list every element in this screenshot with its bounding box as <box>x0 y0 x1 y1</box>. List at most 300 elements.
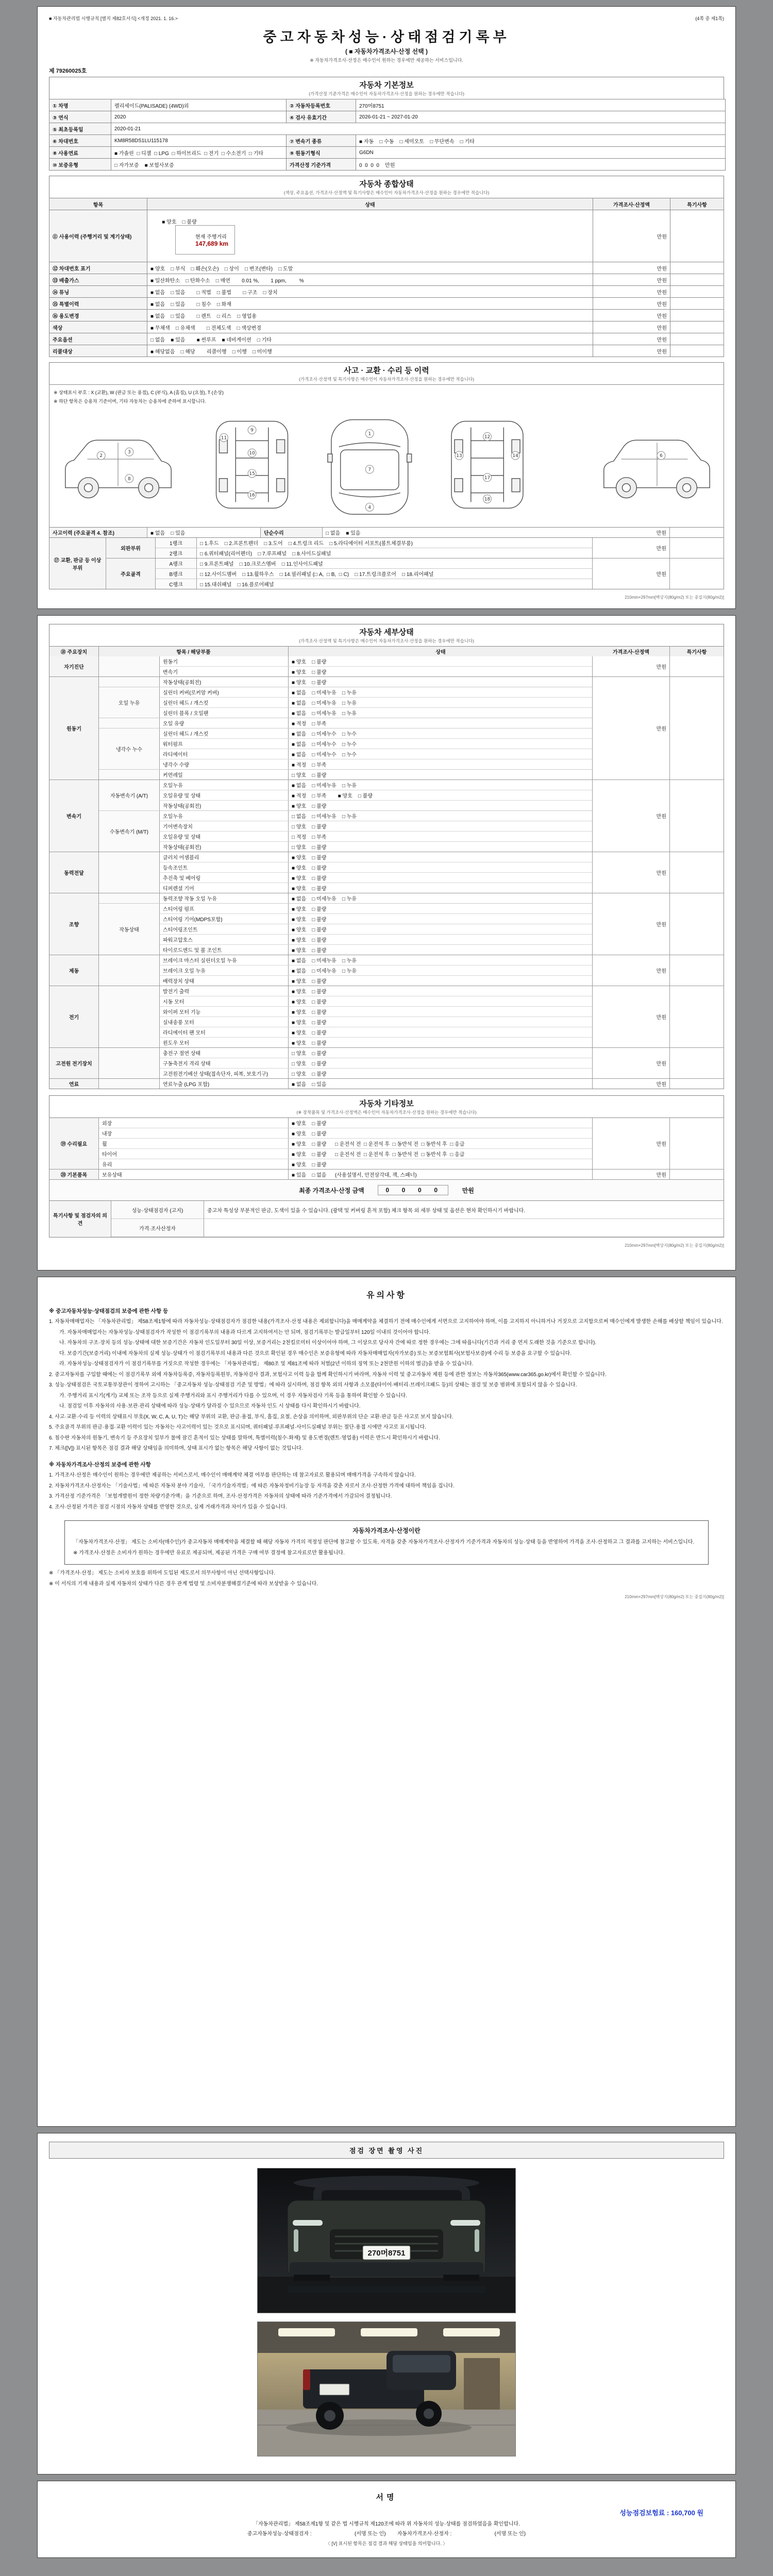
device-amount: 만원 <box>593 1079 670 1089</box>
vehicle-name-value: 펠리세이드(PALISADE) (4WD)외 <box>111 99 287 111</box>
subgroup-items <box>160 770 592 779</box>
notice-foot-lines <box>49 1569 724 1589</box>
svg-text:10: 10 <box>249 451 255 456</box>
device-amount: 만원 <box>593 677 670 779</box>
check-item-label: 라디에이터 <box>160 749 289 759</box>
etc-device-group <box>49 1118 724 1170</box>
col-note: 특기사항 <box>670 198 724 210</box>
check-item-label: 윈도우 모터 <box>160 1038 289 1047</box>
device-subgroups <box>99 852 593 893</box>
car-side-left-view <box>65 440 171 498</box>
row-amount: 만원 <box>593 262 670 274</box>
check-item-row <box>160 1027 592 1038</box>
check-item-row <box>160 1007 592 1017</box>
subgroup-row <box>99 986 592 1047</box>
check-item-row <box>160 914 592 924</box>
car-type-legend: ※ 하단 항목은 승용차 기준이며, 기타 자동차는 승용차에 준하여 표시합니다. <box>54 399 206 404</box>
check-item-state: □ 양호 □ 불량 <box>292 1051 327 1057</box>
basic-info-subtitle: (가격산정 기준가격은 매수인이 자동차가격조사·산정을 원하는 경우에만 적습니다) <box>309 91 464 96</box>
panel-group-name: 외판부위 <box>106 538 156 558</box>
subgroup-label <box>99 986 160 1047</box>
subgroup-row <box>99 1048 592 1078</box>
check-item-label: 작동상태(공회전) <box>160 801 289 810</box>
row-note <box>670 310 724 321</box>
svg-text:7: 7 <box>368 467 372 472</box>
svg-text:11: 11 <box>221 435 227 441</box>
opinion-rows <box>111 1201 724 1237</box>
signature-statement: 「자동차관리법」 제58조제1항 및 같은 법 시행규칙 제120조에 따라 위 자동차의 성능·상태를 점검하였음을 확인합니다. <box>253 2521 520 2527</box>
device-note <box>670 677 724 779</box>
notice-title: 유의사항 <box>366 1291 407 1300</box>
check-item-row <box>160 852 592 862</box>
panel-rank-label: 2랭크 <box>156 548 197 558</box>
sheet-photos <box>37 2133 736 2475</box>
accident-note <box>670 528 724 537</box>
final-price-unit: 만원 <box>462 1187 474 1194</box>
check-item-row <box>160 718 592 728</box>
device-subgroups <box>99 677 593 779</box>
check-item-state: ■ 양호 □ 불량 <box>292 938 327 943</box>
subgroup-label <box>99 1079 160 1089</box>
subgroup-items <box>160 677 592 687</box>
check-item-state: ■ 양호 □ 불량 <box>292 680 327 686</box>
etc-check-item-row <box>99 1159 592 1169</box>
check-item-row <box>160 945 592 955</box>
document-title: 중고자동차성능·상태점검기록부 <box>263 29 510 45</box>
row-note <box>670 286 724 298</box>
table-row <box>49 286 724 298</box>
notice-paragraph: ※ 중고자동차성능·상태점검의 보증에 관한 사항 등 <box>49 1308 169 1314</box>
row-amount: 만원 <box>593 298 670 310</box>
check-item-row <box>160 749 592 759</box>
exchange-panel-label: ⑰ 교환, 판금 등 이상 부위 <box>49 538 106 589</box>
etc-check-item-row <box>99 1128 592 1139</box>
row-amount: 만원 <box>593 274 670 286</box>
etc-device-subgroups <box>99 1118 593 1169</box>
photos-section-title: 점검 장면 촬영 사진 <box>49 2142 724 2159</box>
device-subgroups <box>99 1079 593 1089</box>
device-subgroups <box>99 1048 593 1078</box>
check-item-row <box>160 924 592 935</box>
accident-amount: 만원 <box>593 528 670 537</box>
col-amount: 가격조사·산정액 <box>593 198 670 210</box>
check-item-state: ■ 없음 □ 미세누수 □ 누수 <box>292 742 357 748</box>
panel-rank-items: □ 1.후드 □ 2.프론트펜더 □ 3.도어 □ 4.트렁크 리드 □ 5.라디에이터 서포트(볼트체결부품) <box>200 541 413 547</box>
device-name: 전기 <box>49 986 99 1047</box>
col-state: 상태 <box>147 198 593 210</box>
check-item-state: ■ 양호 □ 불량 <box>292 907 327 912</box>
check-item-label: 스티어링조인트 <box>160 924 289 934</box>
subgroup-label <box>99 1048 160 1078</box>
check-item-state: ■ 적정 □ 부족 <box>292 762 327 768</box>
notice-paragraph: 5. 주요골격 부위의 판금·용접·교환 이력이 있는 자동차는 사고이력이 있는 것으로 표시되며, 쿼터패널·루프패널·사이드실패널 부위는 절단·용접 시에만 사고로 표시됩니다. <box>49 1425 426 1431</box>
check-item-row <box>160 677 592 687</box>
warranty-type-options: □ 자가보증 ■ 보험사보증 <box>111 159 287 171</box>
check-item-state: ■ 양호 □ 불량 <box>292 1030 327 1036</box>
device-group <box>49 1048 724 1079</box>
license-plate: 270머8751 <box>367 2249 406 2258</box>
check-item-row <box>160 1079 592 1089</box>
device-group <box>49 1079 724 1089</box>
etc-device-amount: 만원 <box>593 1170 670 1179</box>
subgroup-row <box>99 770 592 779</box>
check-item-state: ■ 양호 □ 불량 <box>292 917 327 923</box>
panel-group-rows <box>156 558 593 589</box>
table-row <box>49 345 724 357</box>
notice-paragraph: 2. 자동차가격조사·산정자는 「기술사법」에 따른 자동차 분야 기술사, 「국가기술자격법」에 따른 자동차정비기능장 등 자격을 갖춘 자로서 조사·산정한 가격에 대하여 책임을 집니다. <box>49 1483 455 1489</box>
vin-label: ⑥ 차대번호 <box>49 135 111 147</box>
device-name: 자기진단 <box>49 656 99 676</box>
definition-box-paragraph: ※ 가격조사·산정은 소비자가 원하는 경우에만 유료로 제공되며, 제공된 가격은 구매 여부 결정에 참고자료로만 활용됩니다. <box>73 1550 345 1556</box>
check-item-label: 스티어링 펌프 <box>160 904 289 913</box>
etc-check-item-label: 타이어 <box>99 1149 289 1159</box>
device-amount: 만원 <box>593 780 670 852</box>
detail-table <box>49 646 724 1089</box>
insurance-fee-value: 160,700 원 <box>670 2509 703 2517</box>
device-name: 고전원 전기장치 <box>49 1048 99 1078</box>
etc-device-note <box>670 1118 724 1169</box>
panel-rank-items: □ 12.사이드멤버 □ 13.휠하우스 □ 14.필러패널 (□ A, □ B, □ C) □ 17.트렁크플로어 □ 18.리어패널 <box>200 572 434 578</box>
accident-options: ■ 없음 □ 있음 <box>147 528 261 537</box>
panel-rank-label: C랭크 <box>156 579 197 589</box>
etc-check-item-state: ■ 양호 □ 불량 <box>292 1121 327 1127</box>
opinion-author: 성능·상태점검자 (고지) <box>111 1201 204 1218</box>
check-item-label: 오일 유량 <box>160 718 289 728</box>
mileage-amount: 만원 <box>593 210 670 262</box>
row-amount: 만원 <box>593 333 670 345</box>
vehicle-name-label: ① 차명 <box>49 99 111 111</box>
current-mileage-value: 147,689 km <box>195 240 229 247</box>
check-item-state: ■ 없음 □ 미세누수 □ 누수 <box>292 752 357 758</box>
row-note <box>670 274 724 286</box>
notice-paragraph: 나. 점검일 이후 자동차의 사용·보관·관리 상태에 따라 성능·상태가 달라질 수 있으므로 자동차 인도 시 상태를 다시 확인하시기 바랍니다. <box>59 1403 361 1410</box>
subgroup-items <box>160 1048 592 1078</box>
device-note <box>670 986 724 1047</box>
notice-paragraph: 6. 침수란 자동차의 원동기, 변속기 등 주요장치 일부가 물에 잠긴 흔적이 있는 상태를 말하며, 특별이력(침수·화재) 및 용도변경(렌트·영업용) 이력은 반드시 확인하시기 바랍니다. <box>49 1435 440 1441</box>
history-subtitle: (가격조사·산정액 및 특기사항은 매수인이 자동차가격조사·산정을 원하는 경우에만 적습니다) <box>299 377 474 382</box>
device-subgroups <box>99 780 593 852</box>
check-item-label: 동력조향 작동 오일 누유 <box>160 893 289 903</box>
engine-type-label: ⑨ 원동기형식 <box>287 147 356 159</box>
check-item-state: □ 양호 □ 불량 <box>292 845 327 851</box>
mileage-state <box>147 210 593 262</box>
base-price-label: 가격산정 기준가격 <box>287 159 356 171</box>
basic-info-section-header <box>49 77 724 99</box>
check-item-label: 등속조인트 <box>160 862 289 872</box>
etc-check-item-row <box>99 1149 592 1159</box>
check-item-state: ■ 없음 □ 미세누유 □ 누유 <box>292 690 357 696</box>
check-item-state: ■ 없음 □ 미세누수 □ 누수 <box>292 732 357 737</box>
subgroup-row <box>99 852 592 893</box>
check-item-state: ■ 양호 □ 불량 <box>292 927 327 933</box>
check-item-state: ■ 양호 □ 불량 <box>292 855 327 861</box>
subgroup-label <box>99 955 160 986</box>
panel-group-note <box>670 558 724 589</box>
check-item-label: 디퍼렌셜 기어 <box>160 883 289 893</box>
overall-rows <box>49 262 724 357</box>
detail-subtitle: (가격조사·산정액 및 특기사항은 매수인이 자동차가격조사·산정을 원하는 경우에만 적습니다) <box>299 638 474 643</box>
table-row <box>49 159 726 171</box>
base-price-value: 0 0 0 0 만원 <box>356 159 726 171</box>
opinion-author: 가격·조사산정자 <box>111 1219 204 1236</box>
overall-subtitle: (색상, 주요옵션, 가격조사·산정액 및 특기사항은 매수인이 자동차가격조사·산정을 원하는 경우에만 적습니다) <box>283 190 490 195</box>
vin-value: KM8R58DS1LU115178 <box>111 135 287 147</box>
notice-paragraph: ※ 자동차가격조사·산정의 보증에 관한 사항 <box>49 1461 151 1468</box>
device-subgroups <box>99 955 593 986</box>
subgroup-row <box>99 955 592 986</box>
check-item-state: ■ 양호 □ 불량 <box>292 1020 327 1026</box>
row-amount: 만원 <box>593 321 670 333</box>
etc-device-name: ⑳ 기본품목 <box>49 1170 99 1179</box>
check-item-label: 기어변속장치 <box>160 821 289 831</box>
table-row <box>49 135 726 147</box>
check-item-row <box>160 893 592 903</box>
check-item-label: 오일유량 및 상태 <box>160 790 289 800</box>
document-number: 제 79260025호 <box>49 68 87 74</box>
etc-device-name: ⑲ 수리필요 <box>49 1118 99 1169</box>
check-item-row <box>160 667 592 676</box>
etc-check-item-label: 외장 <box>99 1118 289 1128</box>
device-amount: 만원 <box>593 986 670 1047</box>
svg-text:1: 1 <box>368 431 372 437</box>
subgroup-label <box>99 718 160 728</box>
panel-group-amount: 만원 <box>593 558 670 589</box>
check-item-label: 변속기 <box>160 667 289 676</box>
subgroup-label <box>99 677 160 687</box>
transmission-options: ■ 자동 □ 수동 □ 세미오토 □ 무단변속 □ 기타 <box>356 135 726 147</box>
subgroup-items <box>160 728 592 769</box>
check-item-row <box>160 821 592 832</box>
car-side-right-view <box>604 440 710 498</box>
warranty-type-label: ⑩ 보증유형 <box>49 159 111 171</box>
check-item-state: ■ 양호 □ 불량 <box>292 989 327 995</box>
device-group <box>49 780 724 852</box>
svg-text:13: 13 <box>456 453 462 459</box>
panel-group-rows <box>156 538 593 558</box>
check-item-state: ■ 없음 □ 미세누유 □ 누유 <box>292 783 357 789</box>
subgroup-items <box>160 904 592 955</box>
exchange-panel-groups <box>106 538 724 589</box>
definition-box-lines <box>73 1538 700 1558</box>
device-name: 제동 <box>49 955 99 986</box>
row-label: ⑮ 특별이력 <box>49 298 147 310</box>
check-item-row <box>160 1038 592 1047</box>
first-registration-value: 2020-01-21 <box>111 123 726 135</box>
table-row <box>49 298 724 310</box>
row-state-options: ■ 양호 □ 부식 □ 훼손(오손) □ 상이 □ 변조(변타) □ 도말 <box>147 262 593 274</box>
subgroup-label: 냉각수 누수 <box>99 728 160 769</box>
check-item-label: 배력장치 상태 <box>160 976 289 986</box>
etc-check-item-state: ■ 양호 □ 불량 □ 운전석 전 □ 운전석 후 □ 동반석 전 □ 동반석 후 □ 응급 <box>292 1152 465 1158</box>
svg-text:4: 4 <box>368 505 372 511</box>
check-item-label: 브레이크 마스터 실린더오일 누유 <box>160 955 289 965</box>
opinion-block <box>49 1201 724 1238</box>
opinion-row <box>111 1201 724 1219</box>
svg-text:12: 12 <box>484 434 491 440</box>
col-item: 항목 <box>49 198 147 210</box>
row-note <box>670 333 724 345</box>
check-item-state: □ 양호 □ 불량 <box>292 1072 327 1077</box>
check-item-row <box>160 873 592 883</box>
svg-text:16: 16 <box>249 493 255 498</box>
row-state-options: ■ 해당없음 □ 해당 리콜이행 □ 이행 □ 미이행 <box>147 345 593 357</box>
device-group <box>49 955 724 986</box>
etc-check-item-state: ■ 양호 □ 불량 □ 운전석 전 □ 운전석 후 □ 동반석 전 □ 동반석 후 □ 응급 <box>292 1142 465 1147</box>
notice-paragraphs <box>49 1307 724 1512</box>
panel-rank-row <box>156 569 592 579</box>
notice-paragraph: 1. 자동차매매업자는 「자동차관리법」 제58조제1항에 따라 자동차성능·상태점검자가 점검한 내용(가격조사·산정 내용은 제외합니다)을 매매계약을 체결하기 전에 매수인에게 서면으로 고지하여야 하며, 이를 고지하지 아니하거나 거짓으로 고지함으로써 매수인에게 발생한 손해를 배상할 책임이 있습니다. <box>49 1319 723 1325</box>
check-item-label: 실린더 헤드 / 개스킷 <box>160 728 289 738</box>
check-item-label: 브레이크 오일 누유 <box>160 965 289 975</box>
subgroup-row <box>99 656 592 676</box>
fuel-label: ⑧ 사용연료 <box>49 147 111 159</box>
row-state-options: ■ 일산화탄소 □ 탄화수소 □ 매연 0.01 %, 1 ppm, % <box>147 274 593 286</box>
etc-subgroup-items <box>99 1170 592 1179</box>
check-item-state: ■ 양호 □ 불량 <box>292 866 327 871</box>
definition-box-title: 자동차가격조사·산정이란 <box>352 1527 421 1535</box>
check-item-state: ■ 양호 □ 불량 <box>292 659 327 665</box>
table-row <box>49 99 726 111</box>
final-price-value: 0 0 0 0 <box>378 1185 448 1195</box>
history-block <box>49 384 724 528</box>
svg-text:6: 6 <box>660 453 663 459</box>
basic-info-title: 자동차 기본정보 <box>359 81 414 90</box>
state-code-legend: ※ 상태표시 부호 : X (교환), W (판금 또는 용접), C (부식), A (흠집), U (요철), T (손상) <box>54 390 224 395</box>
check-item-label: 클러치 어셈블리 <box>160 852 289 862</box>
svg-text:9: 9 <box>250 428 254 433</box>
check-item-state: □ 양호 □ 불량 <box>292 773 327 778</box>
first-registration-label: ⑤ 최초등록일 <box>49 123 111 135</box>
check-item-label: 시동 모터 <box>160 996 289 1006</box>
check-item-state: ■ 양호 □ 불량 <box>292 999 327 1005</box>
check-item-row <box>160 955 592 965</box>
check-item-row <box>160 770 592 779</box>
signature-title: 서명 <box>376 2493 397 2502</box>
panel-rank-label: A랭크 <box>156 558 197 568</box>
check-item-state: ■ 없음 □ 미세누유 □ 누유 <box>292 958 357 964</box>
check-mark-note: 〈 [V] 표시된 항목은 점검 결과 해당 상태임을 의미합니다. 〉 <box>325 2541 448 2546</box>
svg-text:3: 3 <box>128 450 131 455</box>
mileage-state-options: ■ 양호 □ 불량 <box>162 219 197 225</box>
check-item-state: ■ 양호 □ 불량 <box>292 804 327 809</box>
etc-device-group <box>49 1170 724 1179</box>
paper-spec: 210mm×297mm[백상지(80g/m2) 또는 중질지(80g/m2)] <box>625 595 724 600</box>
check-item-row <box>160 698 592 708</box>
check-item-row <box>160 965 592 976</box>
col-device: ⑱ 주요장치 <box>49 647 99 656</box>
subgroup-items <box>160 1079 592 1089</box>
check-item-state: ■ 적정 □ 부족 ■ 양호 □ 불량 <box>292 793 373 799</box>
check-item-label: 연료누출 (LPG 포함) <box>160 1079 289 1089</box>
mileage-note <box>670 210 724 262</box>
check-item-row <box>160 811 592 821</box>
etc-subtitle: (※ 장착품목 및 가격조사·산정액은 매수인이 자동차가격조사·산정을 원하는 경우에만 적습니다) <box>296 1110 477 1115</box>
device-note <box>670 1079 724 1089</box>
etc-device-amount: 만원 <box>593 1118 670 1169</box>
notice-paragraph: 다. 보증기간(보증거리) 이내에 자동차의 실제 성능·상태가 이 점검기록부의 내용과 다른 것으로 확인된 경우 매수인은 보증유형에 따라 자동차매매업자(자가보증) 또는 보증보험회사(보험사보증)에 수리 등 보증을 요구할 수 있습니다. <box>59 1350 572 1357</box>
check-item-state: □ 적정 □ 부족 <box>292 835 327 840</box>
table-row <box>49 333 724 345</box>
row-label: ⑯ 용도변경 <box>49 310 147 321</box>
check-item-label: 스티어링 기어(MDPS포함) <box>160 914 289 924</box>
exchange-panel-table <box>49 538 724 589</box>
row-amount: 만원 <box>593 310 670 321</box>
check-item-label: 발전기 출력 <box>160 986 289 996</box>
panel-rank-row <box>156 548 592 558</box>
notice-foot-paragraph: ※ 이 서식의 기재 내용과 실제 자동차의 상태가 다른 경우 관계 법령 및 소비자분쟁해결기준에 따라 보상받을 수 있습니다. <box>49 1581 318 1587</box>
check-item-row <box>160 739 592 749</box>
detail-title: 자동차 세부상태 <box>359 628 414 637</box>
subgroup-label: 오일 누유 <box>99 687 160 718</box>
final-price-band <box>49 1180 724 1200</box>
check-item-label: 라디에이터 팬 모터 <box>160 1027 289 1037</box>
row-amount: 만원 <box>593 286 670 298</box>
check-item-row <box>160 708 592 718</box>
paper-spec: 210mm×297mm[백상지(80g/m2) 또는 중질지(80g/m2)] <box>625 1243 724 1248</box>
subgroup-items <box>160 687 592 718</box>
etc-check-item-row <box>99 1170 592 1179</box>
subgroup-items <box>160 780 592 810</box>
reg-number-value: 270머8751 <box>356 99 726 111</box>
check-item-label: 충전구 절연 상태 <box>160 1048 289 1058</box>
col-state: 상태 <box>435 650 446 655</box>
table-row <box>49 123 726 135</box>
check-item-state: □ 양호 □ 불량 <box>292 824 327 830</box>
model-year-value: 2020 <box>111 111 287 123</box>
etc-subgroup-row <box>99 1170 592 1179</box>
etc-check-item-row <box>99 1118 592 1128</box>
panel-rank-label: 1랭크 <box>156 538 197 548</box>
subgroup-row <box>99 780 592 811</box>
check-item-row <box>160 780 592 790</box>
check-item-row <box>160 935 592 945</box>
device-note <box>670 780 724 852</box>
subgroup-row <box>99 718 592 728</box>
notice-paragraph: 7. 체크([V]) 표시된 항목은 점검 결과 해당 상태임을 의미하며, 상태 표시가 없는 항목은 해당 사항이 없는 것입니다. <box>49 1446 303 1452</box>
row-label: 색상 <box>49 321 147 333</box>
check-item-state: ■ 없음 □ 미세누유 □ 누유 <box>292 701 357 706</box>
row-state-options: ■ 무채색 □ 유채색 □ 전체도색 □ 색상변경 <box>147 321 593 333</box>
subgroup-label <box>99 852 160 893</box>
device-amount: 만원 <box>593 1048 670 1078</box>
sheet-basic-info <box>37 6 736 609</box>
check-item-label: 실린더 블록 / 오일팬 <box>160 708 289 718</box>
check-item-label: 작동상태(공회전) <box>160 842 289 852</box>
check-item-state: ■ 없음 □ 미세누유 □ 누유 <box>292 711 357 717</box>
panel-group-row <box>106 538 724 558</box>
check-item-state: ■ 양호 □ 불량 <box>292 979 327 985</box>
mileage-row <box>49 210 724 262</box>
row-note <box>670 345 724 357</box>
notice-paragraph: 2. 중고자동차를 구입할 때에는 이 점검기록부 외에 자동차등록증, 자동차등록원부, 자동차검사 결과, 보험사고 이력 등을 함께 확인하시기 바라며, 자동차 이력 및 중고자동차 제원 등에 관한 정보는 자동차365(www.car365.go.kr)에서 확인할 수 있습니다. <box>49 1371 607 1378</box>
etc-device-subgroups <box>99 1170 593 1179</box>
check-item-state: ■ 없음 □ 있음 <box>292 1082 327 1088</box>
panel-rank-items: □ 15.대쉬패널 □ 16.플로어패널 <box>200 582 274 588</box>
check-item-row <box>160 832 592 842</box>
subgroup-label <box>99 893 160 903</box>
history-section-header <box>49 362 724 384</box>
detail-groups <box>49 656 724 1089</box>
subgroup-items <box>160 718 592 728</box>
panel-rank-row <box>156 579 592 589</box>
device-group <box>49 852 724 893</box>
check-item-label: 실린더 커버(로커암 커버) <box>160 687 289 697</box>
table-row <box>49 274 724 286</box>
subgroup-label: 자동변속기 (A/T) <box>99 780 160 810</box>
etc-device-note <box>670 1170 724 1179</box>
check-item-row <box>160 862 592 873</box>
row-state-options: □ 없음 ■ 있음 ■ 썬루프 ■ 네비게이션 □ 기타 <box>147 333 593 345</box>
